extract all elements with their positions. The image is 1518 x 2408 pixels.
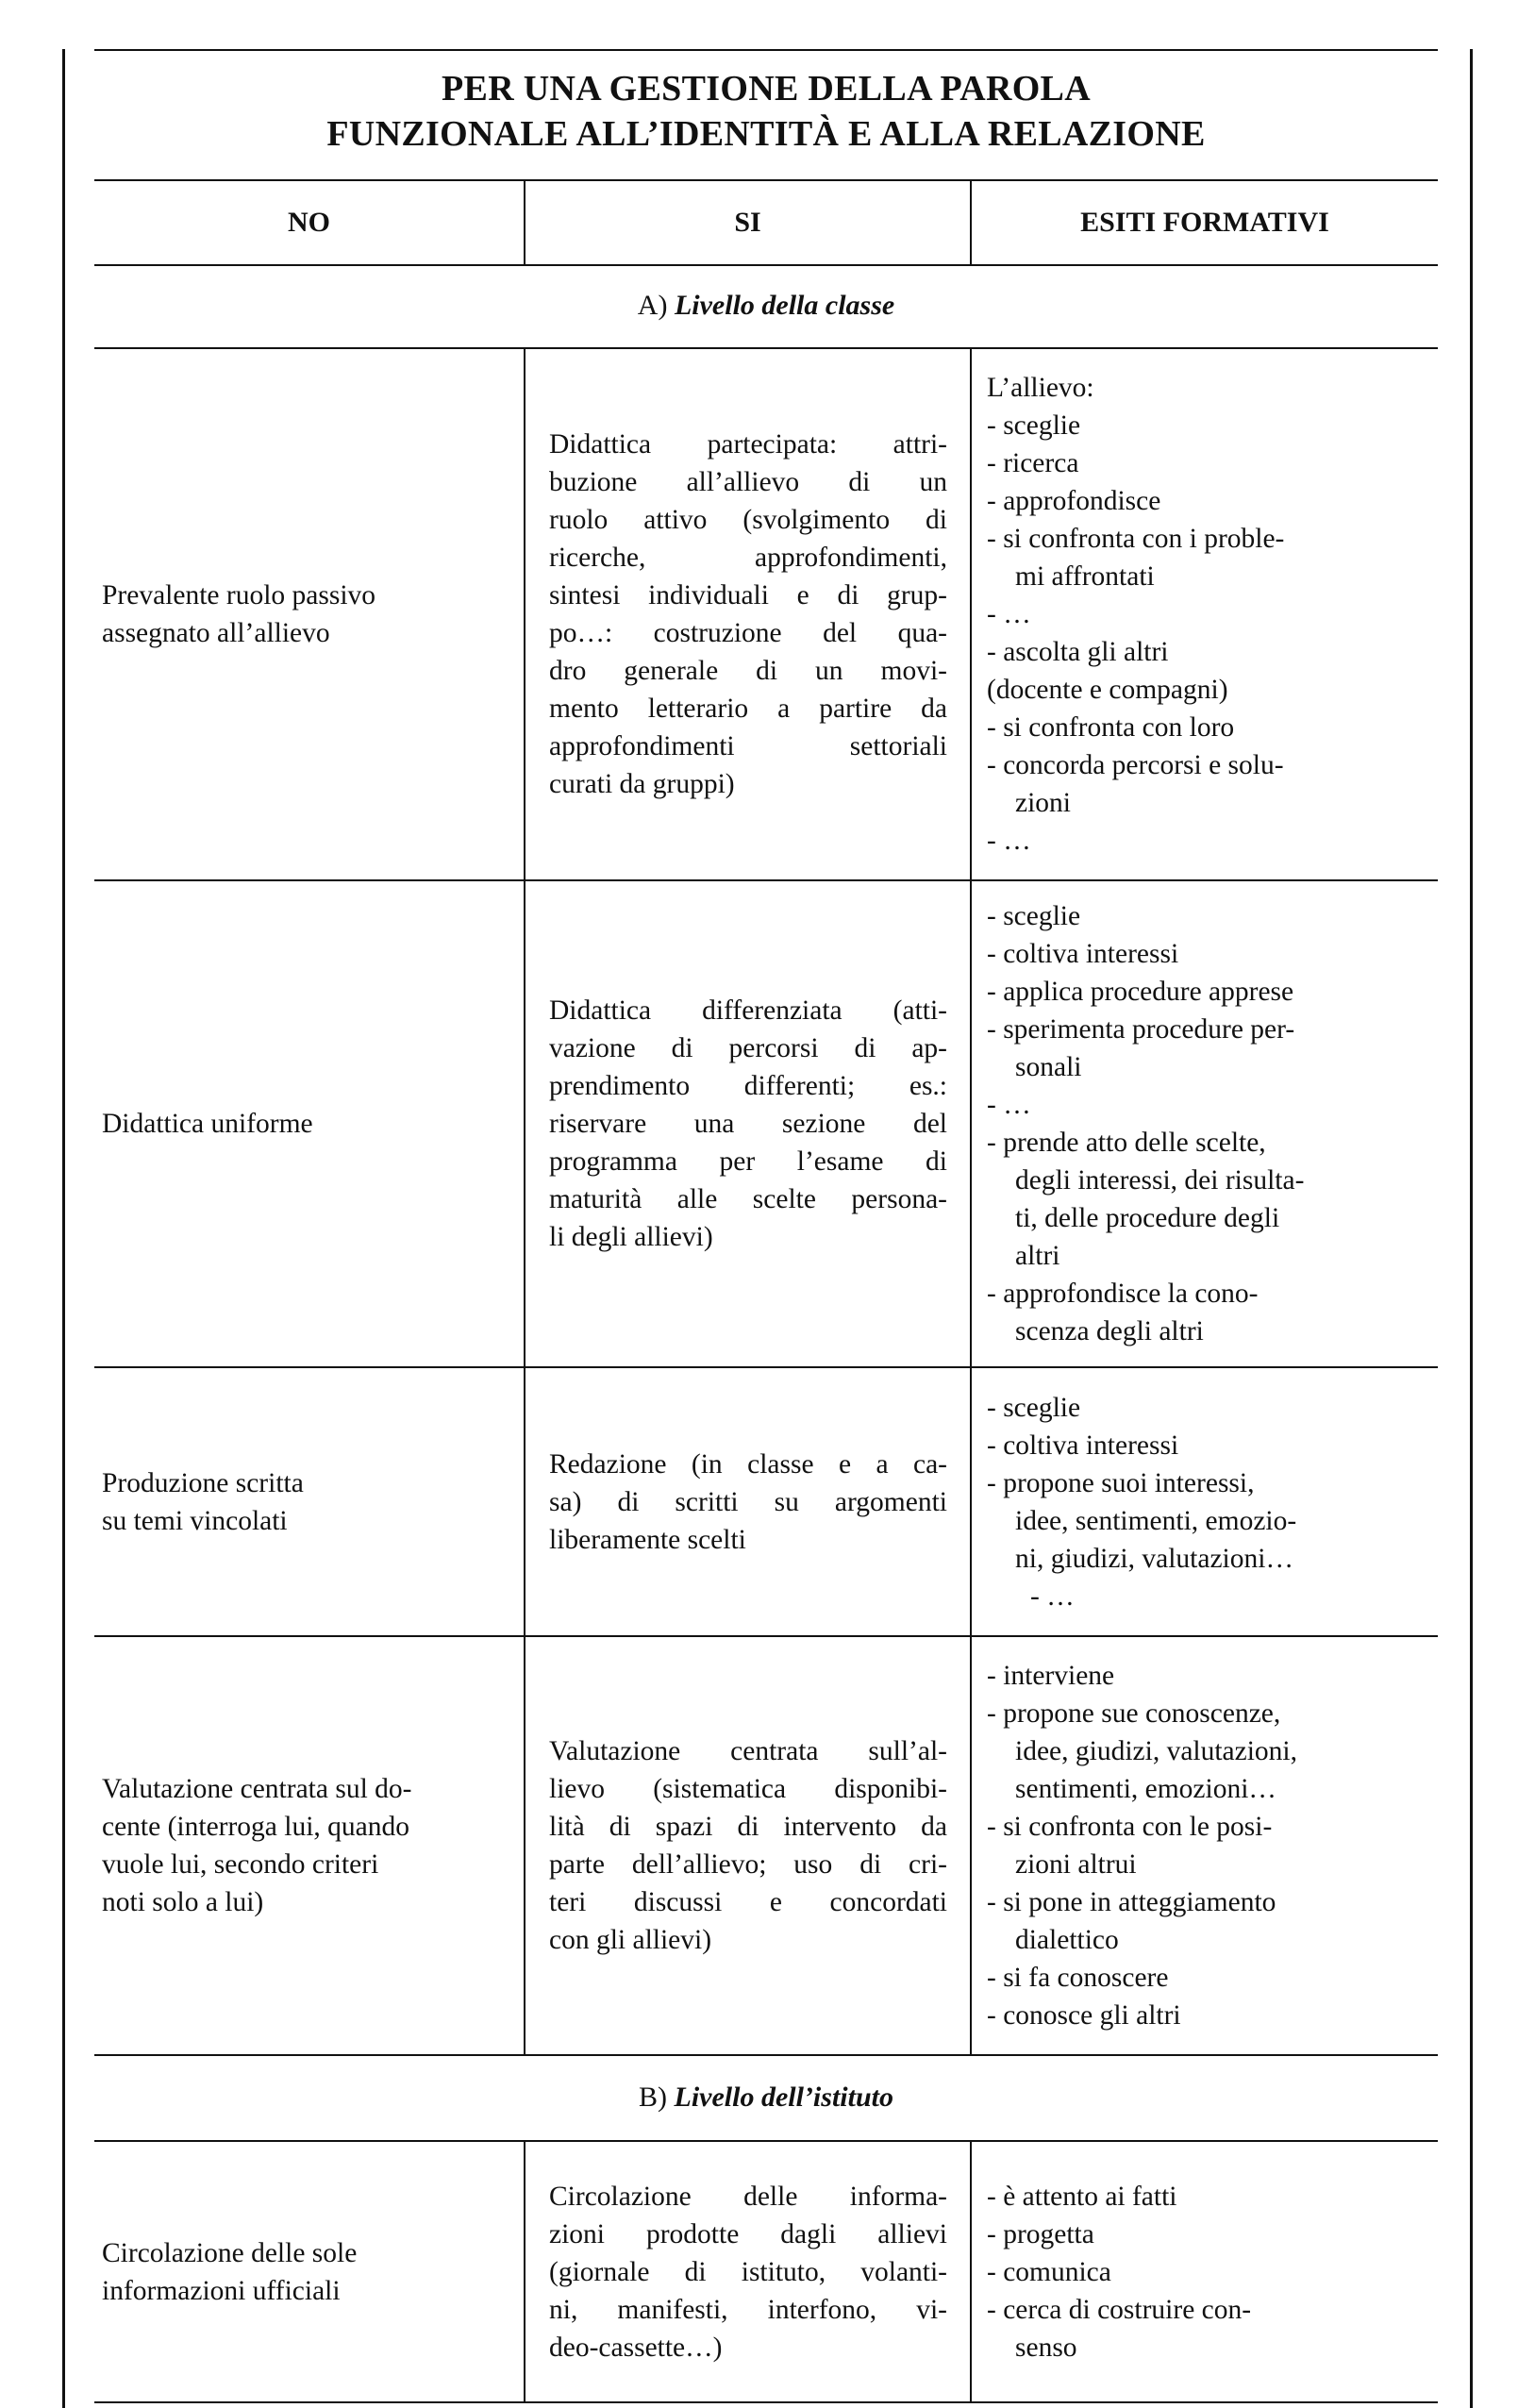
text-line: - approfondisce xyxy=(987,486,1161,516)
text-line: - conosce gli altri xyxy=(987,2000,1181,2031)
text-line: altri xyxy=(1015,1241,1060,1271)
text-line: su temi vincolati xyxy=(102,1505,288,1536)
rule-under-header xyxy=(94,264,1438,266)
text-line: maturità alle scelte persona- xyxy=(549,1184,947,1214)
text-line: - cerca di costruire con- xyxy=(987,2294,1252,2325)
text-line: teri discussi e concordati xyxy=(549,1887,947,1917)
rule-top xyxy=(94,49,1438,51)
header-si: SI xyxy=(734,207,761,238)
text-line: lievo (sistematica disponibi- xyxy=(549,1774,947,1804)
row-1-no xyxy=(102,349,517,879)
text-line: liberamente scelti xyxy=(549,1524,746,1555)
text-line: - sceglie xyxy=(987,901,1081,931)
text-line: ricerche, approfondimenti, xyxy=(549,543,947,573)
text-line: - comunica xyxy=(987,2256,1111,2287)
text-line: vazione di percorsi di ap- xyxy=(549,1033,947,1063)
text-line: - si confronta con i proble- xyxy=(987,524,1285,554)
rule-row-4 xyxy=(94,2054,1438,2056)
row-3-no xyxy=(102,1368,517,1635)
text-line: ni, manifesti, interfono, vi- xyxy=(549,2294,947,2325)
text-line: con gli allievi) xyxy=(549,1925,712,1955)
text-line: (giornale di istituto, volanti- xyxy=(549,2256,947,2287)
text-line: - si confronta con loro xyxy=(987,712,1235,743)
rule-bottom xyxy=(94,2401,1438,2403)
row-5-esiti xyxy=(987,2142,1430,2401)
text-line: mi affrontati xyxy=(1015,561,1155,592)
text-line: - sceglie xyxy=(987,1392,1081,1423)
text-line: - … xyxy=(1030,1580,1075,1612)
text-line: deo-cassette…) xyxy=(549,2332,723,2363)
text-line: - si confronta con le posi- xyxy=(987,1812,1273,1842)
text-line: Didattica differenziata (atti- xyxy=(549,995,947,1026)
row-3-si xyxy=(549,1368,947,1635)
text-line: - progetta xyxy=(987,2218,1094,2249)
text-line: Prevalente ruolo passivo xyxy=(102,580,376,610)
row-4-si xyxy=(549,1637,947,2054)
text-line: - approfondisce la cono- xyxy=(987,1279,1259,1309)
text-line: - … xyxy=(987,1090,1031,1120)
text-line: curati da gruppi) xyxy=(549,769,735,799)
row-5-no xyxy=(102,2142,517,2401)
text-line: - concorda percorsi e solu- xyxy=(987,750,1284,780)
table-title xyxy=(94,66,1438,157)
text-line: (docente e compagni) xyxy=(987,675,1228,705)
text-line: - sceglie xyxy=(987,410,1081,441)
page-right-border xyxy=(1470,49,1473,2408)
section-a-heading xyxy=(94,287,1438,325)
text-line: vuole lui, secondo criteri xyxy=(102,1849,379,1880)
text-line: - ricerca xyxy=(987,448,1079,478)
text-line: Produzione scritta xyxy=(102,1467,304,1498)
text-line: zioni prodotte dagli allievi xyxy=(549,2218,947,2249)
text-line: Redazione (in classe e a ca- xyxy=(549,1448,947,1480)
text-line: zioni altrui xyxy=(1015,1849,1137,1880)
header-no: NO xyxy=(288,207,330,238)
text-line: degli interessi, dei risulta- xyxy=(1015,1165,1305,1196)
text-line: Circolazione delle sole xyxy=(102,2237,358,2268)
text-line: - interviene xyxy=(987,1661,1115,1691)
text-line: riservare una sezione del xyxy=(549,1109,947,1139)
text-line: Valutazione centrata sull’al- xyxy=(549,1736,947,1766)
section-b-heading xyxy=(94,2079,1438,2116)
row-3-esiti xyxy=(987,1368,1430,1635)
text-line: sentimenti, emozioni… xyxy=(1015,1774,1276,1804)
text-line: senso xyxy=(1015,2332,1077,2363)
col-divider-2-section-a xyxy=(970,347,972,2054)
text-line: informazioni ufficiali xyxy=(102,2275,341,2306)
text-line: idee, sentimenti, emozio- xyxy=(1015,1505,1297,1536)
text-line: zioni xyxy=(1015,788,1071,818)
title-line-2: FUNZIONALE ALL’IDENTITÀ E ALLA RELAZIONE xyxy=(326,114,1206,154)
text-line: - prende atto delle scelte, xyxy=(987,1128,1266,1158)
col-divider-1-section-a xyxy=(524,347,525,2054)
row-2-si xyxy=(549,881,947,1366)
text-line: cente (interroga lui, quando xyxy=(102,1812,410,1842)
text-line: - si pone in atteggiamento xyxy=(987,1887,1276,1917)
text-line: - ascolta gli altri xyxy=(987,637,1169,667)
text-line: scenza degli altri xyxy=(1015,1316,1204,1346)
text-line: ni, giudizi, valutazioni… xyxy=(1015,1543,1293,1574)
row-2-no xyxy=(102,881,517,1366)
section-a-label: Livello della classe xyxy=(674,290,895,321)
section-a-prefix: A) xyxy=(637,290,675,321)
header-esiti: ESITI FORMATIVI xyxy=(1080,207,1329,238)
text-line: sa) di scritti su argomenti xyxy=(549,1486,947,1517)
text-line: sonali xyxy=(1015,1052,1082,1082)
text-line: parte dell’allievo; uso di cri- xyxy=(549,1849,947,1880)
text-line: - … xyxy=(987,599,1031,629)
text-line: - propone sue conoscenze, xyxy=(987,1698,1281,1729)
text-line: Didattica partecipata: attri- xyxy=(549,429,947,460)
text-line: po…: costruzione del qua- xyxy=(549,618,947,648)
text-line: sintesi individuali e di grup- xyxy=(549,580,947,610)
text-line: - … xyxy=(987,826,1031,856)
text-line: dialettico xyxy=(1015,1925,1119,1955)
row-1-si xyxy=(549,349,947,879)
row-1-esiti xyxy=(987,349,1430,879)
text-line: programma per l’esame di xyxy=(549,1146,947,1177)
row-4-esiti xyxy=(987,1637,1430,2054)
text-line: dro generale di un movi- xyxy=(549,656,947,686)
row-5-si xyxy=(549,2142,947,2401)
text-line: Circolazione delle informa- xyxy=(549,2181,947,2212)
text-line: idee, giudizi, valutazioni, xyxy=(1015,1736,1298,1766)
title-line-1: PER UNA GESTIONE DELLA PAROLA xyxy=(442,69,1091,109)
text-line: prendimento differenti; es.: xyxy=(549,1071,947,1101)
text-line: - si fa conoscere xyxy=(987,1963,1169,1993)
section-b-prefix: B) xyxy=(639,2082,675,2113)
row-4-no xyxy=(102,1637,517,2054)
text-line: mento letterario a partire da xyxy=(549,694,947,724)
row-2-esiti xyxy=(987,881,1430,1366)
col-divider-2-section-b xyxy=(970,2140,972,2401)
col-divider-1-section-b xyxy=(524,2140,525,2401)
text-line: Didattica uniforme xyxy=(102,1109,313,1139)
text-line: buzione all’allievo di un xyxy=(549,467,947,497)
page-left-border xyxy=(62,49,65,2408)
text-line: - è attento ai fatti xyxy=(987,2181,1177,2212)
text-line: noti solo a lui) xyxy=(102,1887,264,1917)
text-line: - applica procedure apprese xyxy=(987,977,1294,1007)
text-line: - coltiva interessi xyxy=(987,1430,1179,1461)
text-line: assegnato all’allievo xyxy=(102,618,330,648)
text-line: L’allievo: xyxy=(987,373,1094,403)
text-line: - coltiva interessi xyxy=(987,939,1179,969)
text-line: ti, delle procedure degli xyxy=(1015,1203,1280,1233)
text-line: approfondimenti settoriali xyxy=(549,731,947,761)
text-line: li degli allievi) xyxy=(549,1222,713,1252)
text-line: ruolo attivo (svolgimento di xyxy=(549,505,947,535)
text-line: Valutazione centrata sul do- xyxy=(102,1774,412,1804)
text-line: - propone suoi interessi, xyxy=(987,1467,1255,1498)
text-line: - sperimenta procedure per- xyxy=(987,1014,1295,1045)
section-b-label: Livello dell’istituto xyxy=(674,2082,893,2113)
text-line: lità di spazi di intervento da xyxy=(549,1812,947,1842)
